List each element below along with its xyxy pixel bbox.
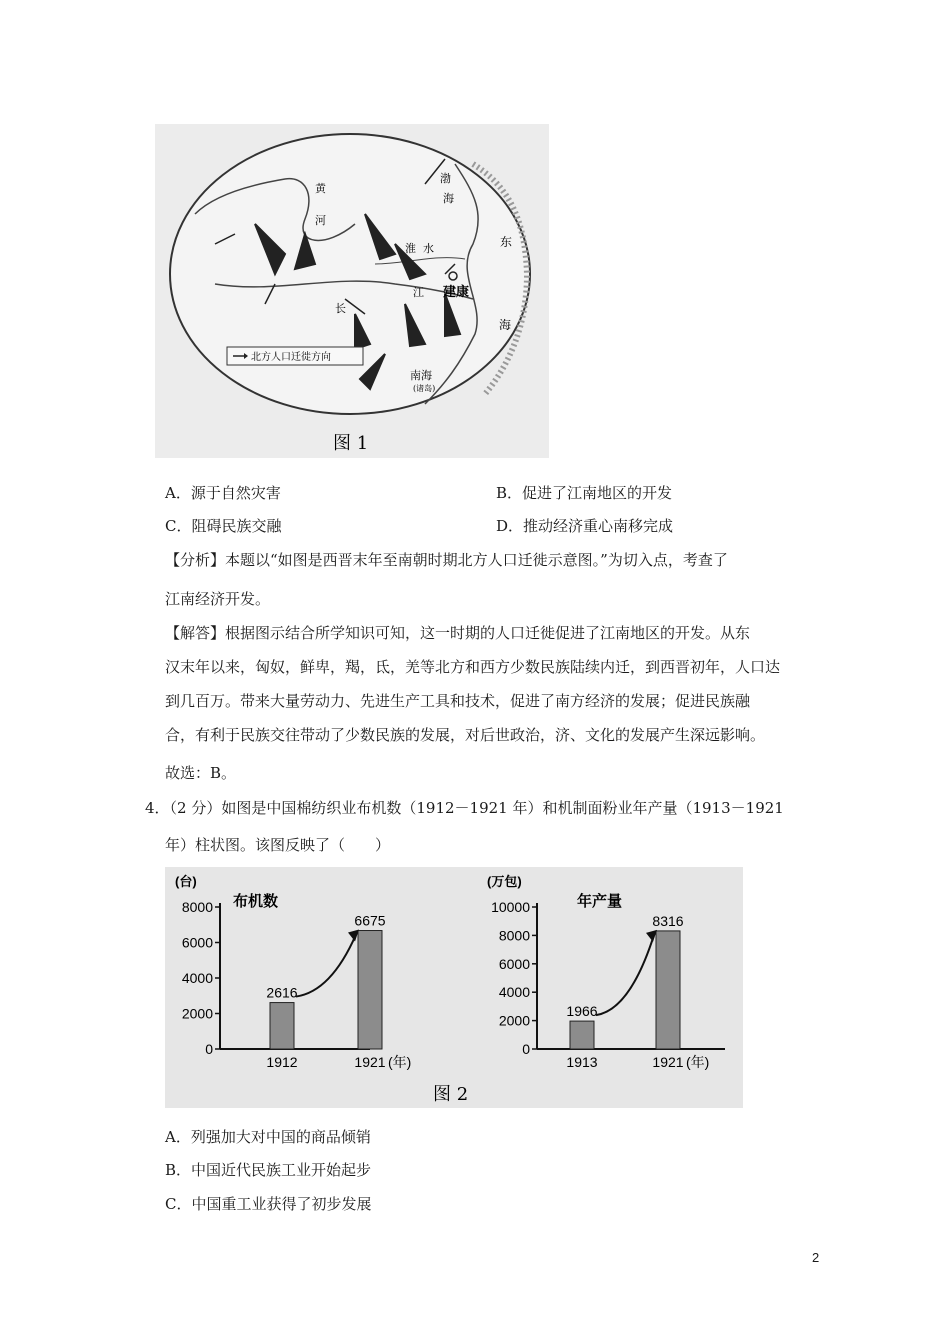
chart-0-data-label: 6675	[354, 912, 386, 929]
q4-stem-line-2: 年）柱状图。该图反映了（ ）	[165, 836, 391, 854]
chart-0-xlabel: (年)	[388, 1054, 412, 1070]
label-islands: (诸岛)	[413, 384, 436, 393]
q4-option-a: A．列强加大对中国的商品倾销	[165, 1128, 371, 1146]
answer-line-3: 到几百万。带来大量劳动力、先进生产工具和技术，促进了南方经济的发展；促进民族融	[165, 692, 751, 710]
label-hai: 海	[499, 318, 512, 332]
q4-option-c: C．中国重工业获得了初步发展	[165, 1195, 372, 1213]
chart-1-xtick-label: 1921	[652, 1054, 684, 1070]
map-legend: 北方人口迁徙方向	[251, 352, 331, 363]
chart-1-ytick-label: 4000	[498, 984, 530, 1001]
chart-1-trend-arrow	[596, 935, 654, 1015]
chart-1-ytick-label: 10000	[491, 899, 530, 915]
q3-option-c: C．阻碍民族交融	[165, 517, 282, 535]
chart-1-xlabel: (年)	[686, 1054, 710, 1070]
q3-option-d: D．推动经济重心南移完成	[496, 517, 674, 535]
bar-charts-figure	[165, 867, 743, 1108]
chart-1-ytick-label: 6000	[498, 955, 530, 972]
chart-0-ytick-label: 8000	[181, 899, 213, 915]
chart-1-data-label: 1966	[566, 1003, 598, 1020]
chart-0-data-label: 2616	[266, 984, 298, 1001]
label-bohai-2: 海	[443, 192, 454, 205]
bar-charts	[165, 867, 743, 1108]
chart-1-title: 年产量	[577, 893, 623, 910]
chart-1-bar	[570, 1021, 594, 1049]
chart-0-trend-arrow	[296, 935, 356, 997]
label-dong: 东	[500, 235, 513, 249]
chart-0-bar	[358, 931, 382, 1049]
label-bohai-1: 渤	[440, 172, 451, 185]
chart-1-data-label: 8316	[652, 912, 684, 929]
q4-stem-line-1: 4．（2 分）如图是中国棉纺织业布机数（1912－1921 年）和机制面粉业年产量（1913－1921	[145, 799, 784, 817]
label-huang: 黄	[315, 182, 326, 195]
answer-line-1: 【解答】根据图示结合所学知识可知，这一时期的人口迁徙促进了江南地区的开发。从东	[165, 624, 751, 642]
chart-0-xtick-label: 1912	[266, 1054, 298, 1070]
chart-0-ytick-label: 6000	[181, 934, 213, 951]
migration-map	[155, 124, 549, 458]
migration-map-figure	[155, 124, 549, 458]
label-shui: 水	[423, 242, 434, 255]
q4-option-b: B．中国近代民族工业开始起步	[165, 1161, 372, 1179]
chart-1-xtick-label: 1913	[566, 1054, 598, 1070]
answer-line-2: 汉末年以来，匈奴，鲜卑，羯，氐，羌等北方和西方少数民族陆续内迁，到西晋初年，人口达	[165, 658, 781, 676]
q3-option-b: B．促进了江南地区的开发	[496, 484, 673, 502]
chart-0-xtick-label: 1921	[354, 1054, 386, 1070]
chart-0-bar	[270, 1003, 294, 1049]
label-nanhai: 南海	[410, 369, 432, 382]
chart-0-ytick-label: 4000	[181, 970, 213, 986]
answer-line-5: 故选：B。	[165, 764, 237, 782]
chart-1-ytick-label: 8000	[498, 927, 530, 944]
chart-0-title: 布机数	[233, 893, 279, 910]
chart-0-ylabel: (台)	[175, 874, 197, 889]
label-jiankang: 建康	[443, 285, 470, 300]
q3-option-a: A．源于自然灾害	[165, 484, 281, 502]
answer-line-4: 合，有利于民族交往带动了少数民族的发展，对后世政治，济、文化的发展产生深远影响。	[165, 726, 766, 744]
figure1-caption: 图 1	[333, 433, 369, 454]
chart-1-ylabel: (万包)	[487, 874, 522, 889]
chart-1-bar	[656, 931, 680, 1049]
chart-0-ytick-label: 2000	[181, 1005, 213, 1022]
label-jiang: 江	[413, 286, 424, 299]
figure2-caption: 图 2	[433, 1084, 469, 1105]
label-huai: 淮	[405, 242, 416, 255]
chart-0-ytick-label: 0	[205, 1041, 213, 1057]
label-chang: 长	[335, 302, 346, 315]
page-number: 2	[812, 1250, 820, 1265]
analysis-line-2: 江南经济开发。	[165, 590, 271, 608]
chart-1-ytick-label: 2000	[498, 1012, 530, 1029]
label-he: 河	[315, 214, 326, 227]
chart-1-ytick-label: 0	[522, 1041, 530, 1057]
analysis-line-1: 【分析】本题以“如图是西晋末年至南朝时期北方人口迁徙示意图。”为切入点，考查了	[165, 551, 728, 569]
